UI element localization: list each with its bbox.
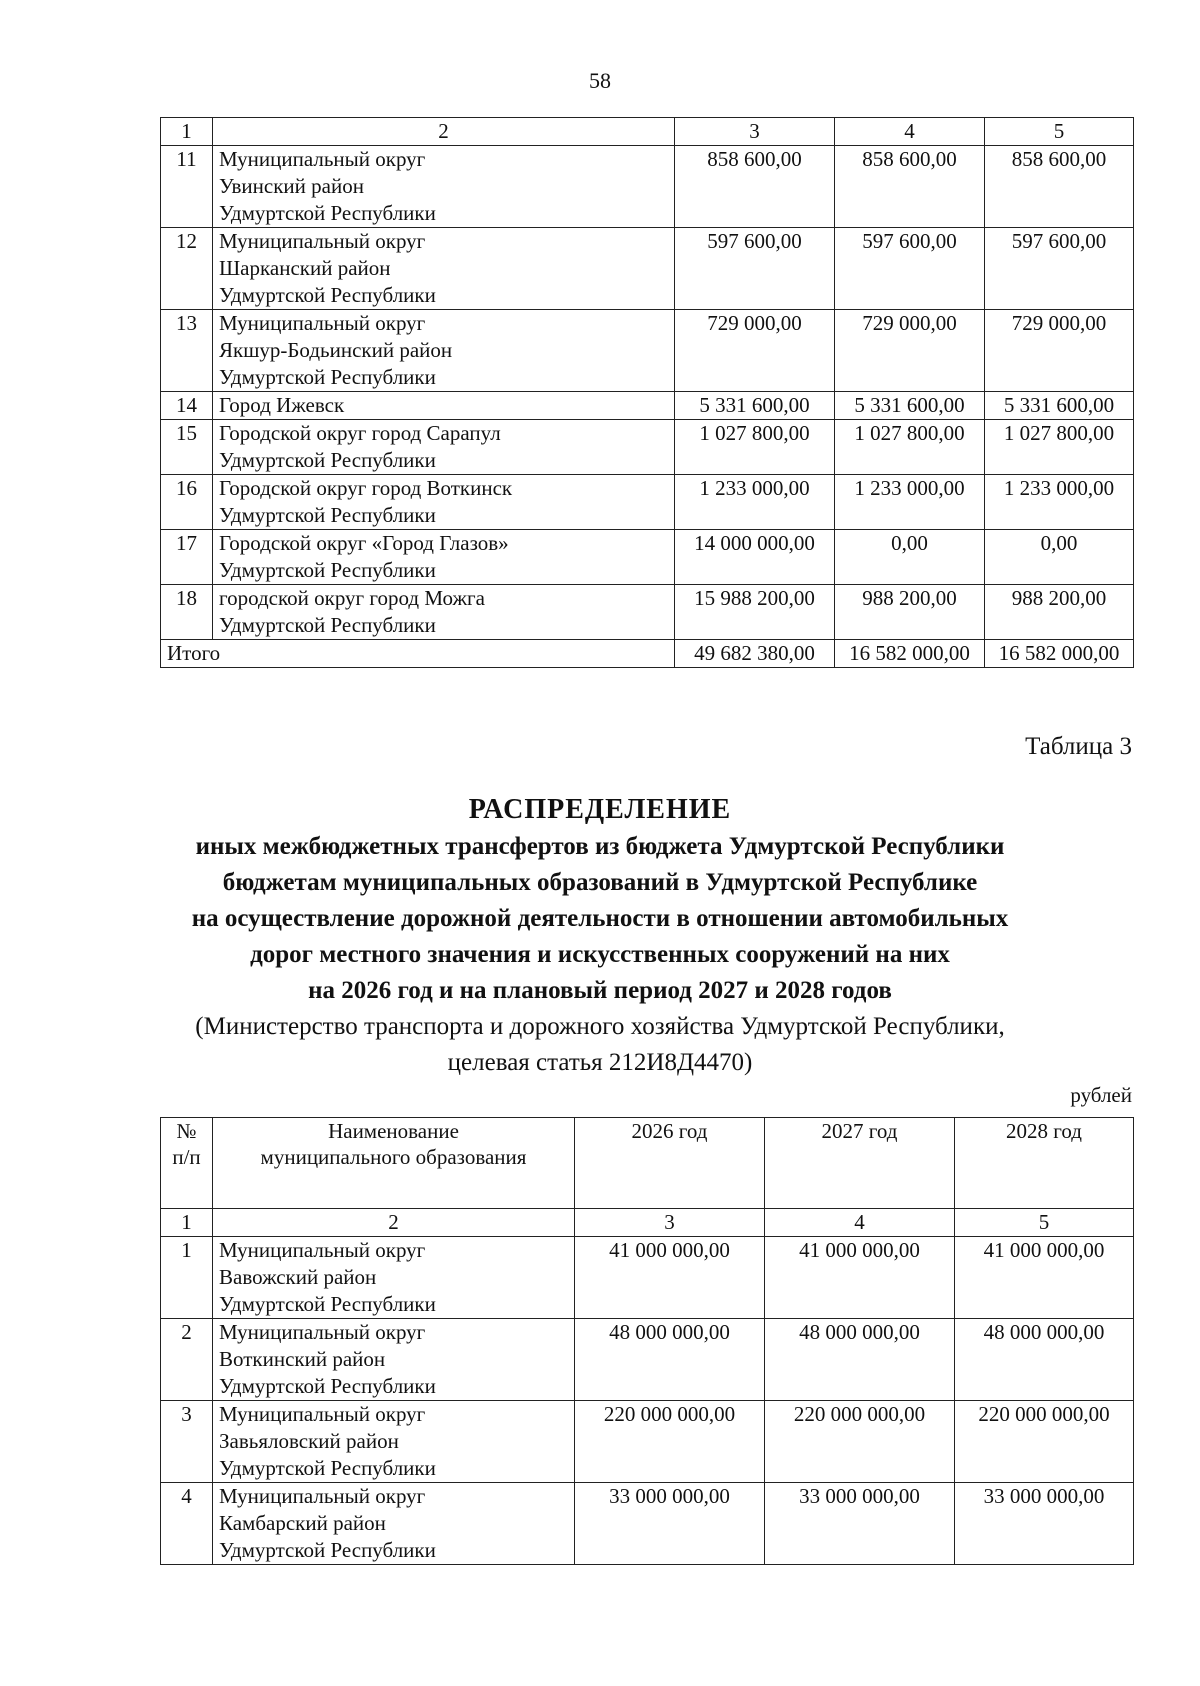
row-number: 12 [161, 228, 213, 310]
municipality-name [213, 1237, 575, 1319]
header-num-line: № [176, 1119, 197, 1143]
amount-2026: 33 000 000,00 [575, 1483, 765, 1565]
total-2028: 16 582 000,00 [985, 640, 1134, 668]
amount-2026: 858 600,00 [675, 146, 835, 228]
header-name [213, 1118, 575, 1209]
table-row [161, 392, 1134, 420]
amount-2027: 597 600,00 [835, 228, 985, 310]
municipality-name [213, 530, 675, 585]
municipality-name [213, 1401, 575, 1483]
row-number: 11 [161, 146, 213, 228]
header-num-line: п/п [172, 1145, 201, 1169]
municipality-name-line: Удмуртской Республики [219, 365, 436, 389]
municipality-name [213, 310, 675, 392]
column-number: 5 [985, 118, 1134, 146]
header-2027: 2027 год [765, 1118, 955, 1209]
municipality-name-line: Муниципальный округ [219, 1320, 426, 1344]
column-number: 3 [575, 1209, 765, 1237]
total-label: Итого [161, 640, 675, 668]
column-number: 5 [955, 1209, 1134, 1237]
municipality-name-line: Удмуртской Республики [219, 1374, 436, 1398]
row-number: 17 [161, 530, 213, 585]
municipality-name [213, 420, 675, 475]
column-number: 2 [213, 1209, 575, 1237]
table-row [161, 310, 1134, 392]
header-2026: 2026 год [575, 1118, 765, 1209]
row-number: 1 [161, 1237, 213, 1319]
amount-2028: 1 233 000,00 [985, 475, 1134, 530]
header-2028: 2028 год [955, 1118, 1134, 1209]
municipality-name-line: Муниципальный округ [219, 311, 426, 335]
column-number-row [161, 1209, 1134, 1237]
amount-2027: 33 000 000,00 [765, 1483, 955, 1565]
amount-2028: 33 000 000,00 [955, 1483, 1134, 1565]
amount-2028: 729 000,00 [985, 310, 1134, 392]
municipality-name-line: Город Ижевск [219, 393, 345, 417]
municipality-name-line: Удмуртской Республики [219, 503, 436, 527]
table-row [161, 1483, 1134, 1565]
column-number: 4 [765, 1209, 955, 1237]
amount-2028: 597 600,00 [985, 228, 1134, 310]
table-row [161, 420, 1134, 475]
amount-2026: 5 331 600,00 [675, 392, 835, 420]
table-row [161, 475, 1134, 530]
row-number: 2 [161, 1319, 213, 1401]
total-2027: 16 582 000,00 [835, 640, 985, 668]
municipality-name-line: Воткинский район [219, 1347, 386, 1371]
municipality-name [213, 475, 675, 530]
column-number: 1 [161, 1209, 213, 1237]
amount-2027: 41 000 000,00 [765, 1237, 955, 1319]
municipality-name-line: Удмуртской Республики [219, 448, 436, 472]
amount-2027: 5 331 600,00 [835, 392, 985, 420]
municipality-name-line: Вавожский район [219, 1265, 377, 1289]
municipality-name [213, 585, 675, 640]
table-row [161, 530, 1134, 585]
table-heading [0, 791, 1200, 1081]
municipality-name-line: Камбарский район [219, 1511, 386, 1535]
amount-2028: 0,00 [985, 530, 1134, 585]
header-num [161, 1118, 213, 1209]
amount-2028: 1 027 800,00 [985, 420, 1134, 475]
heading-line: на осуществление дорожной деятельности в отношении автомобильных [191, 905, 1009, 932]
amount-2027: 48 000 000,00 [765, 1319, 955, 1401]
amount-2028: 858 600,00 [985, 146, 1134, 228]
amount-2026: 15 988 200,00 [675, 585, 835, 640]
amount-2027: 1 027 800,00 [835, 420, 985, 475]
total-2026: 49 682 380,00 [675, 640, 835, 668]
ministry-line: (Министерство транспорта и дорожного хозяйства Удмуртской Республики, [195, 1013, 1005, 1040]
column-number: 1 [161, 118, 213, 146]
amount-2027: 0,00 [835, 530, 985, 585]
municipality-name-line: Муниципальный округ [219, 229, 426, 253]
page-number: 58 [589, 68, 611, 93]
amount-2028: 220 000 000,00 [955, 1401, 1134, 1483]
row-number: 14 [161, 392, 213, 420]
amount-2027: 988 200,00 [835, 585, 985, 640]
column-number: 2 [213, 118, 675, 146]
amount-2027: 858 600,00 [835, 146, 985, 228]
table-row [161, 1401, 1134, 1483]
heading-title: РАСПРЕДЕЛЕНИЕ [468, 794, 732, 825]
heading-line: дорог местного значения и искусственных сооружений на них [250, 941, 950, 968]
municipality-name-line: Муниципальный округ [219, 1484, 426, 1508]
units-label: рублей [1070, 1083, 1132, 1107]
municipality-name-line: Удмуртской Республики [219, 283, 436, 307]
municipality-name [213, 1483, 575, 1565]
amount-2028: 988 200,00 [985, 585, 1134, 640]
amount-2028: 48 000 000,00 [955, 1319, 1134, 1401]
amount-2026: 1 027 800,00 [675, 420, 835, 475]
amount-2027: 729 000,00 [835, 310, 985, 392]
municipality-name-line: Якшур-Бодьинский район [219, 338, 453, 362]
table-row [161, 146, 1134, 228]
municipality-name-line: Увинский район [219, 174, 364, 198]
row-number: 15 [161, 420, 213, 475]
column-number-row [161, 118, 1134, 146]
amount-2026: 729 000,00 [675, 310, 835, 392]
heading-line: иных межбюджетных трансфертов из бюджета Удмуртской Республики [195, 833, 1005, 860]
amount-2026: 41 000 000,00 [575, 1237, 765, 1319]
ministry-line: целевая статья 212И8Д4470) [447, 1049, 753, 1076]
total-row [161, 640, 1134, 668]
amount-2027: 220 000 000,00 [765, 1401, 955, 1483]
municipality-name-line: Удмуртской Республики [219, 201, 436, 225]
column-number: 3 [675, 118, 835, 146]
table-label: Таблица 3 [1025, 733, 1132, 760]
amount-2026: 220 000 000,00 [575, 1401, 765, 1483]
municipality-name-line: Удмуртской Республики [219, 1292, 436, 1316]
header-name-line: Наименование [328, 1119, 459, 1143]
amount-2028: 5 331 600,00 [985, 392, 1134, 420]
amount-2026: 14 000 000,00 [675, 530, 835, 585]
row-number: 3 [161, 1401, 213, 1483]
heading-line: на 2026 год и на плановый период 2027 и 2028 годов [308, 977, 892, 1004]
row-number: 18 [161, 585, 213, 640]
municipality-name-line: Удмуртской Республики [219, 1538, 436, 1562]
amount-2026: 597 600,00 [675, 228, 835, 310]
municipality-name-line: Городской округ город Сарапул [219, 421, 501, 445]
header-row [161, 1118, 1134, 1209]
municipality-name-line: Удмуртской Республики [219, 558, 436, 582]
heading-line: бюджетам муниципальных образований в Удмуртской Республике [222, 869, 978, 896]
municipality-name-line: Завьяловский район [219, 1429, 399, 1453]
municipality-name-line: Муниципальный округ [219, 1238, 426, 1262]
table-row [161, 585, 1134, 640]
municipality-name-line: Муниципальный округ [219, 147, 426, 171]
municipality-name-line: Удмуртской Республики [219, 613, 436, 637]
municipality-name-line: Муниципальный округ [219, 1402, 426, 1426]
municipality-name-line: Городской округ город Воткинск [219, 476, 513, 500]
municipality-name-line: Городской округ «Город Глазов» [219, 531, 509, 555]
table-continued [160, 117, 1134, 668]
municipality-name [213, 1319, 575, 1401]
row-number: 16 [161, 475, 213, 530]
municipality-name [213, 146, 675, 228]
table-3 [160, 1117, 1134, 1565]
municipality-name [213, 392, 675, 420]
municipality-name-line: городской округ город Можга [219, 586, 485, 610]
amount-2028: 41 000 000,00 [955, 1237, 1134, 1319]
municipality-name-line: Удмуртской Республики [219, 1456, 436, 1480]
municipality-name [213, 228, 675, 310]
column-number: 4 [835, 118, 985, 146]
row-number: 13 [161, 310, 213, 392]
municipality-name-line: Шарканский район [219, 256, 391, 280]
amount-2026: 48 000 000,00 [575, 1319, 765, 1401]
table-row [161, 1319, 1134, 1401]
table-row [161, 228, 1134, 310]
header-name-line: муниципального образования [260, 1145, 527, 1169]
amount-2027: 1 233 000,00 [835, 475, 985, 530]
table-row [161, 1237, 1134, 1319]
amount-2026: 1 233 000,00 [675, 475, 835, 530]
row-number: 4 [161, 1483, 213, 1565]
